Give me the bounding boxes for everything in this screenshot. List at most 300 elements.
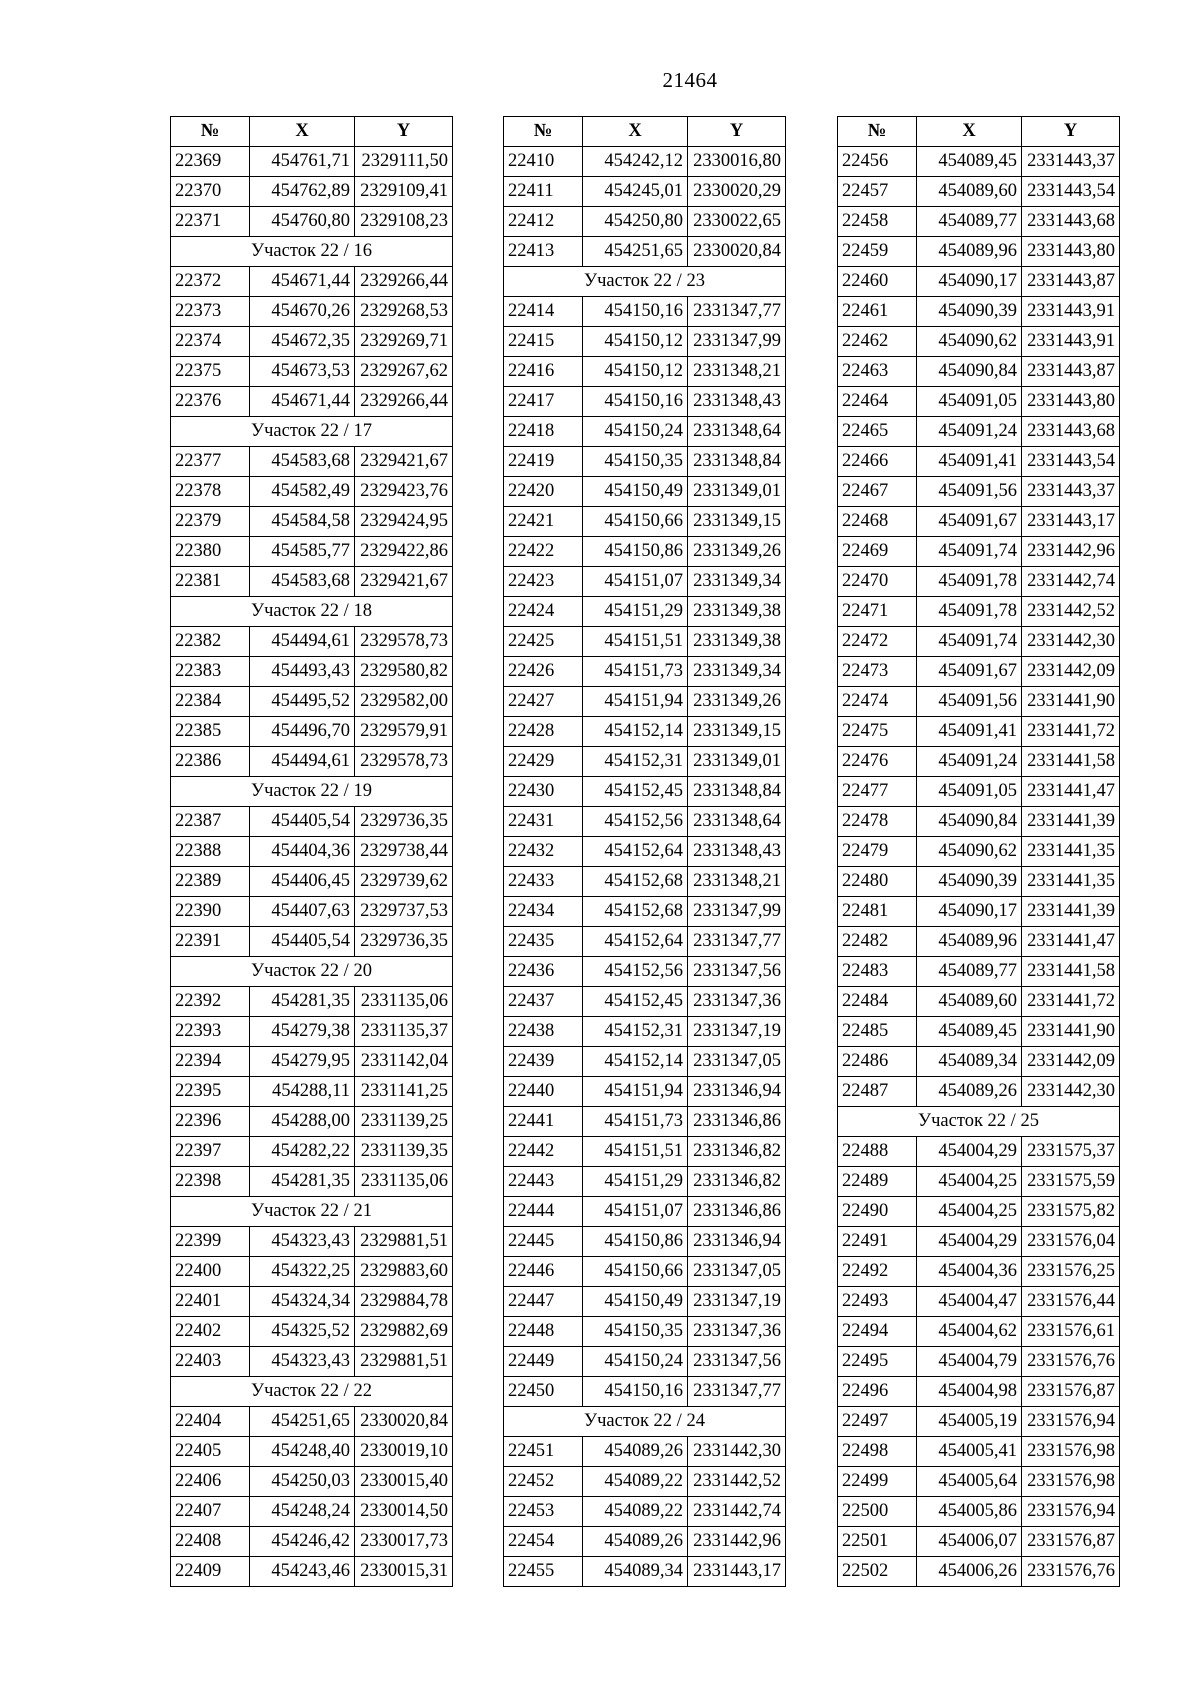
point-number: 22461 [838,297,917,327]
point-number: 22493 [838,1287,917,1317]
x-coordinate: 454243,46 [250,1557,355,1587]
y-coordinate: 2331442,09 [1022,657,1120,687]
table-row [171,1017,453,1047]
point-number: 22441 [504,1107,583,1137]
table-row [838,1257,1120,1287]
y-coordinate: 2331442,30 [1022,1077,1120,1107]
table-row [504,537,786,567]
x-coordinate: 454150,66 [583,507,688,537]
point-number: 22496 [838,1377,917,1407]
x-coordinate: 454150,12 [583,357,688,387]
point-number: 22392 [171,987,250,1017]
y-coordinate: 2331347,99 [688,327,786,357]
y-coordinate: 2331346,86 [688,1197,786,1227]
x-coordinate: 454151,29 [583,1167,688,1197]
y-coordinate: 2331443,68 [1022,417,1120,447]
x-coordinate: 454251,65 [583,237,688,267]
y-coordinate: 2331346,94 [688,1227,786,1257]
header-y: Y [1022,117,1120,147]
point-number: 22497 [838,1407,917,1437]
table-row [838,207,1120,237]
point-number: 22473 [838,657,917,687]
y-coordinate: 2331348,64 [688,807,786,837]
y-coordinate: 2331576,94 [1022,1497,1120,1527]
table-row [171,1317,453,1347]
table-row [838,657,1120,687]
x-coordinate: 454585,77 [250,537,355,567]
y-coordinate: 2331348,43 [688,387,786,417]
x-coordinate: 454405,54 [250,807,355,837]
point-number: 22451 [504,1437,583,1467]
y-coordinate: 2329736,35 [355,927,453,957]
x-coordinate: 454090,17 [917,897,1022,927]
x-coordinate: 454761,71 [250,147,355,177]
x-coordinate: 454091,41 [917,717,1022,747]
y-coordinate: 2331575,37 [1022,1137,1120,1167]
y-coordinate: 2329739,62 [355,867,453,897]
y-coordinate: 2331443,17 [688,1557,786,1587]
point-number: 22413 [504,237,583,267]
y-coordinate: 2331348,21 [688,867,786,897]
point-number: 22416 [504,357,583,387]
x-coordinate: 454251,65 [250,1407,355,1437]
table-row [171,687,453,717]
y-coordinate: 2331348,43 [688,837,786,867]
x-coordinate: 454091,56 [917,477,1022,507]
x-coordinate: 454091,67 [917,507,1022,537]
x-coordinate: 454089,45 [917,1017,1022,1047]
y-coordinate: 2331349,26 [688,687,786,717]
x-coordinate: 454089,45 [917,147,1022,177]
y-coordinate: 2330017,73 [355,1527,453,1557]
point-number: 22460 [838,267,917,297]
point-number: 22490 [838,1197,917,1227]
point-number: 22419 [504,447,583,477]
table-row [504,1257,786,1287]
y-coordinate: 2329881,51 [355,1227,453,1257]
table-row [504,1287,786,1317]
table-row [171,1527,453,1557]
x-coordinate: 454151,94 [583,687,688,717]
y-coordinate: 2331139,35 [355,1137,453,1167]
point-number: 22418 [504,417,583,447]
x-coordinate: 454090,62 [917,327,1022,357]
point-number: 22450 [504,1377,583,1407]
table-row [504,297,786,327]
x-coordinate: 454150,24 [583,417,688,447]
table-row [838,897,1120,927]
table-row [504,1137,786,1167]
y-coordinate: 2331349,34 [688,657,786,687]
x-coordinate: 454583,68 [250,567,355,597]
x-coordinate: 454248,40 [250,1437,355,1467]
y-coordinate: 2329109,41 [355,177,453,207]
x-coordinate: 454089,26 [583,1527,688,1557]
y-coordinate: 2331576,44 [1022,1287,1120,1317]
x-coordinate: 454151,51 [583,627,688,657]
x-coordinate: 454006,07 [917,1527,1022,1557]
y-coordinate: 2331441,72 [1022,717,1120,747]
point-number: 22417 [504,387,583,417]
x-coordinate: 454091,74 [917,537,1022,567]
table-row [504,1377,786,1407]
point-number: 22377 [171,447,250,477]
point-number: 22422 [504,537,583,567]
table-row [504,1107,786,1137]
table-row [171,1467,453,1497]
y-coordinate: 2331135,37 [355,1017,453,1047]
y-coordinate: 2331442,74 [1022,567,1120,597]
x-coordinate: 454288,11 [250,1077,355,1107]
table-row [504,1197,786,1227]
y-coordinate: 2329881,51 [355,1347,453,1377]
x-coordinate: 454151,07 [583,1197,688,1227]
y-coordinate: 2329424,95 [355,507,453,537]
y-coordinate: 2331443,17 [1022,507,1120,537]
y-coordinate: 2331349,01 [688,747,786,777]
table-row [838,1467,1120,1497]
x-coordinate: 454004,79 [917,1347,1022,1377]
point-number: 22411 [504,177,583,207]
table-row [838,267,1120,297]
y-coordinate: 2331441,39 [1022,897,1120,927]
point-number: 22436 [504,957,583,987]
table-row [504,207,786,237]
table-row [504,177,786,207]
x-coordinate: 454004,36 [917,1257,1022,1287]
y-coordinate: 2331349,01 [688,477,786,507]
point-number: 22484 [838,987,917,1017]
x-coordinate: 454004,29 [917,1137,1022,1167]
y-coordinate: 2331349,38 [688,627,786,657]
x-coordinate: 454089,96 [917,237,1022,267]
section-label: Участок 22 / 23 [504,267,786,297]
x-coordinate: 454005,64 [917,1467,1022,1497]
y-coordinate: 2331349,34 [688,567,786,597]
x-coordinate: 454150,49 [583,477,688,507]
x-coordinate: 454281,35 [250,987,355,1017]
y-coordinate: 2331576,98 [1022,1437,1120,1467]
point-number: 22397 [171,1137,250,1167]
table-row [171,297,453,327]
x-coordinate: 454152,64 [583,837,688,867]
x-coordinate: 454091,78 [917,567,1022,597]
x-coordinate: 454005,41 [917,1437,1022,1467]
table-row [838,1017,1120,1047]
table-row [504,417,786,447]
point-number: 22403 [171,1347,250,1377]
x-coordinate: 454323,43 [250,1347,355,1377]
point-number: 22376 [171,387,250,417]
x-coordinate: 454493,43 [250,657,355,687]
x-coordinate: 454406,45 [250,867,355,897]
y-coordinate: 2331442,30 [1022,627,1120,657]
x-coordinate: 454089,22 [583,1497,688,1527]
table-row [838,717,1120,747]
point-number: 22468 [838,507,917,537]
point-number: 22437 [504,987,583,1017]
y-coordinate: 2331576,94 [1022,1407,1120,1437]
x-coordinate: 454494,61 [250,627,355,657]
x-coordinate: 454091,67 [917,657,1022,687]
y-coordinate: 2330015,31 [355,1557,453,1587]
y-coordinate: 2329269,71 [355,327,453,357]
table-row [171,1047,453,1077]
point-number: 22442 [504,1137,583,1167]
x-coordinate: 454150,16 [583,387,688,417]
point-number: 22448 [504,1317,583,1347]
table-row [838,237,1120,267]
y-coordinate: 2331576,98 [1022,1467,1120,1497]
y-coordinate: 2331347,19 [688,1017,786,1047]
y-coordinate: 2329421,67 [355,567,453,597]
point-number: 22471 [838,597,917,627]
table-row [171,1437,453,1467]
x-coordinate: 454150,66 [583,1257,688,1287]
x-coordinate: 454090,17 [917,267,1022,297]
x-coordinate: 454404,36 [250,837,355,867]
point-number: 22465 [838,417,917,447]
point-number: 22378 [171,477,250,507]
x-coordinate: 454152,31 [583,1017,688,1047]
point-number: 22387 [171,807,250,837]
x-coordinate: 454152,45 [583,987,688,1017]
y-coordinate: 2331443,68 [1022,207,1120,237]
y-coordinate: 2329738,44 [355,837,453,867]
table-row [171,1347,453,1377]
section-label: Участок 22 / 25 [838,1107,1120,1137]
point-number: 22412 [504,207,583,237]
point-number: 22483 [838,957,917,987]
header-y: Y [688,117,786,147]
point-number: 22485 [838,1017,917,1047]
point-number: 22498 [838,1437,917,1467]
table-row [838,297,1120,327]
table-row [171,1407,453,1437]
x-coordinate: 454004,25 [917,1197,1022,1227]
point-number: 22432 [504,837,583,867]
point-number: 22495 [838,1347,917,1377]
x-coordinate: 454006,26 [917,1557,1022,1587]
section-label: Участок 22 / 16 [171,237,453,267]
x-coordinate: 454004,47 [917,1287,1022,1317]
point-number: 22398 [171,1167,250,1197]
x-coordinate: 454090,84 [917,807,1022,837]
table-row [838,747,1120,777]
table-row [504,687,786,717]
table-row [838,837,1120,867]
x-coordinate: 454091,24 [917,417,1022,447]
section-header-row [171,1377,453,1407]
y-coordinate: 2329883,60 [355,1257,453,1287]
table-row [504,1497,786,1527]
table-row [171,177,453,207]
x-coordinate: 454279,38 [250,1017,355,1047]
x-coordinate: 454670,26 [250,297,355,327]
y-coordinate: 2331347,77 [688,297,786,327]
y-coordinate: 2331347,56 [688,957,786,987]
table-row [838,777,1120,807]
y-coordinate: 2330019,10 [355,1437,453,1467]
table-row [838,417,1120,447]
table-row [171,807,453,837]
y-coordinate: 2331347,99 [688,897,786,927]
point-number: 22429 [504,747,583,777]
x-coordinate: 454152,56 [583,807,688,837]
x-coordinate: 454583,68 [250,447,355,477]
table-row [171,1557,453,1587]
y-coordinate: 2331443,80 [1022,237,1120,267]
table-row [504,837,786,867]
point-number: 22449 [504,1347,583,1377]
point-number: 22401 [171,1287,250,1317]
point-number: 22423 [504,567,583,597]
point-number: 22440 [504,1077,583,1107]
table-row [838,927,1120,957]
y-coordinate: 2331443,54 [1022,447,1120,477]
point-number: 22464 [838,387,917,417]
y-coordinate: 2329578,73 [355,627,453,657]
point-number: 22445 [504,1227,583,1257]
point-number: 22439 [504,1047,583,1077]
y-coordinate: 2331442,52 [688,1467,786,1497]
point-number: 22501 [838,1527,917,1557]
point-number: 22381 [171,567,250,597]
x-coordinate: 454091,41 [917,447,1022,477]
table-row [504,447,786,477]
y-coordinate: 2331349,26 [688,537,786,567]
y-coordinate: 2331442,96 [688,1527,786,1557]
point-number: 22385 [171,717,250,747]
y-coordinate: 2331441,35 [1022,867,1120,897]
point-number: 22400 [171,1257,250,1287]
section-header-row [171,597,453,627]
x-coordinate: 454150,24 [583,1347,688,1377]
point-number: 22370 [171,177,250,207]
table-row [504,1527,786,1557]
point-number: 22404 [171,1407,250,1437]
table-row [171,537,453,567]
point-number: 22476 [838,747,917,777]
x-coordinate: 454322,25 [250,1257,355,1287]
y-coordinate: 2329421,67 [355,447,453,477]
y-coordinate: 2331441,72 [1022,987,1120,1017]
table-row [838,597,1120,627]
table-row [171,387,453,417]
table-row [171,1107,453,1137]
y-coordinate: 2329108,23 [355,207,453,237]
point-number: 22405 [171,1437,250,1467]
y-coordinate: 2331576,61 [1022,1317,1120,1347]
table-row [838,507,1120,537]
point-number: 22459 [838,237,917,267]
x-coordinate: 454494,61 [250,747,355,777]
table-row [504,987,786,1017]
point-number: 22475 [838,717,917,747]
table-row [504,957,786,987]
y-coordinate: 2329736,35 [355,807,453,837]
y-coordinate: 2329578,73 [355,747,453,777]
table-header-row [171,117,453,147]
y-coordinate: 2329266,44 [355,267,453,297]
table-row [838,1437,1120,1467]
x-coordinate: 454288,00 [250,1107,355,1137]
x-coordinate: 454090,62 [917,837,1022,867]
x-coordinate: 454089,26 [583,1437,688,1467]
point-number: 22389 [171,867,250,897]
y-coordinate: 2331347,77 [688,927,786,957]
y-coordinate: 2331443,87 [1022,267,1120,297]
table-row [504,1467,786,1497]
point-number: 22402 [171,1317,250,1347]
table-row [504,1077,786,1107]
point-number: 22457 [838,177,917,207]
y-coordinate: 2331443,87 [1022,357,1120,387]
table-row [504,147,786,177]
y-coordinate: 2329884,78 [355,1287,453,1317]
y-coordinate: 2331576,76 [1022,1347,1120,1377]
point-number: 22372 [171,267,250,297]
point-number: 22420 [504,477,583,507]
point-number: 22443 [504,1167,583,1197]
table-row [838,1137,1120,1167]
x-coordinate: 454150,49 [583,1287,688,1317]
section-header-row [171,237,453,267]
table-row [504,657,786,687]
x-coordinate: 454004,62 [917,1317,1022,1347]
y-coordinate: 2331441,47 [1022,777,1120,807]
section-header-row [504,1407,786,1437]
point-number: 22488 [838,1137,917,1167]
table-row [504,1227,786,1257]
point-number: 22491 [838,1227,917,1257]
point-number: 22494 [838,1317,917,1347]
table-row [171,1077,453,1107]
x-coordinate: 454245,01 [583,177,688,207]
point-number: 22374 [171,327,250,357]
x-coordinate: 454151,73 [583,1107,688,1137]
x-coordinate: 454279,95 [250,1047,355,1077]
y-coordinate: 2331347,77 [688,1377,786,1407]
table-row [838,357,1120,387]
y-coordinate: 2329423,76 [355,477,453,507]
point-number: 22454 [504,1527,583,1557]
table-row [838,1077,1120,1107]
point-number: 22395 [171,1077,250,1107]
y-coordinate: 2331349,38 [688,597,786,627]
table-row [504,627,786,657]
section-label: Участок 22 / 22 [171,1377,453,1407]
y-coordinate: 2330020,29 [688,177,786,207]
point-number: 22492 [838,1257,917,1287]
table-row [171,987,453,1017]
y-coordinate: 2331346,82 [688,1167,786,1197]
point-number: 22486 [838,1047,917,1077]
point-number: 22477 [838,777,917,807]
coordinates-table-2 [503,116,786,1587]
table-row [171,717,453,747]
y-coordinate: 2331142,04 [355,1047,453,1077]
table-row [504,237,786,267]
y-coordinate: 2329111,50 [355,147,453,177]
section-header-row [838,1107,1120,1137]
point-number: 22466 [838,447,917,477]
header-number: № [171,117,250,147]
table-row [838,807,1120,837]
table-row [504,597,786,627]
point-number: 22462 [838,327,917,357]
x-coordinate: 454089,77 [917,207,1022,237]
